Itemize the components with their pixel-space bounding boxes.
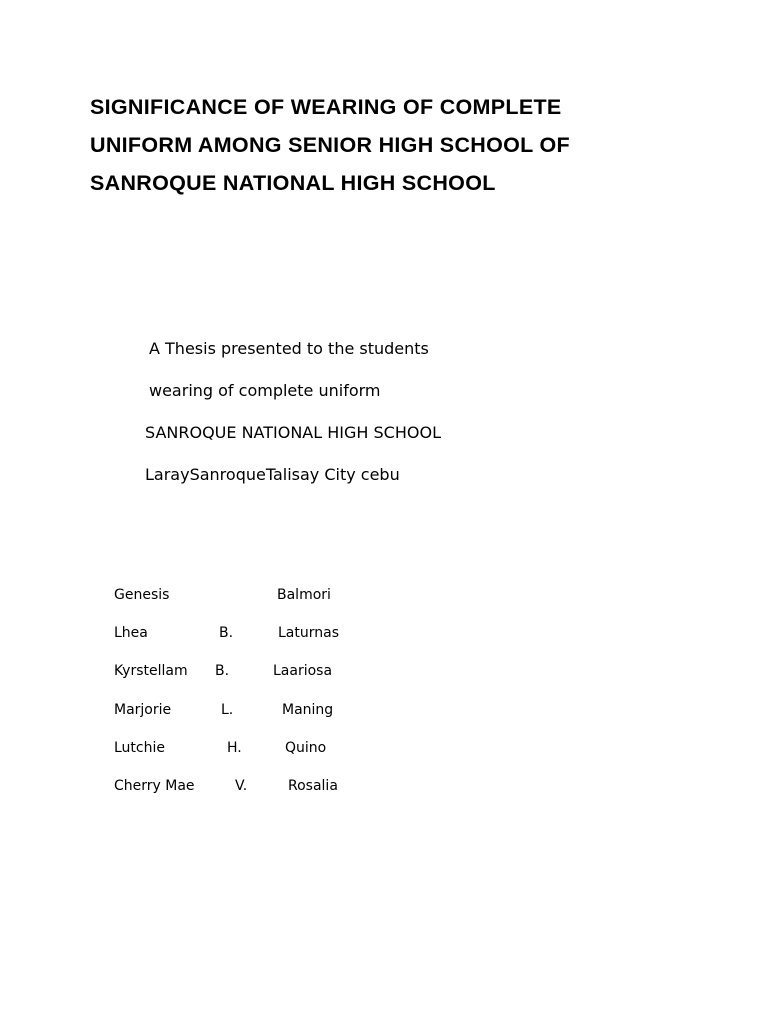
title-line-2: UNIFORM AMONG SENIOR HIGH SCHOOL OF xyxy=(90,133,570,157)
author-last-name: Maning xyxy=(282,702,334,718)
author-last-name: Laariosa xyxy=(273,663,333,679)
thesis-line-1: A Thesis presented to the students xyxy=(149,339,429,358)
thesis-line-2: wearing of complete uniform xyxy=(149,381,381,400)
author-middle-initial: B. xyxy=(215,663,230,679)
school-address-line: LaraySanroqueTalisay City cebu xyxy=(145,465,400,484)
author-first-name: Marjorie xyxy=(114,702,172,718)
author-last-name: Rosalia xyxy=(288,778,338,794)
author-last-name: Laturnas xyxy=(278,625,339,641)
author-last-name: Quino xyxy=(285,740,327,756)
author-first-name: Kyrstellam xyxy=(114,663,188,679)
title-line-3: SANROQUE NATIONAL HIGH SCHOOL xyxy=(90,171,496,195)
author-middle-initial: L. xyxy=(221,702,234,718)
school-name-line: SANROQUE NATIONAL HIGH SCHOOL xyxy=(145,423,441,442)
author-first-name: Genesis xyxy=(114,587,170,603)
author-last-name: Balmori xyxy=(277,587,331,603)
author-first-name: Lhea xyxy=(114,625,148,641)
author-first-name: Lutchie xyxy=(114,740,165,756)
author-middle-initial: V. xyxy=(235,778,248,794)
author-middle-initial: B. xyxy=(219,625,234,641)
title-line-1: SIGNIFICANCE OF WEARING OF COMPLETE xyxy=(90,95,562,119)
document-title xyxy=(90,88,730,202)
author-middle-initial: H. xyxy=(227,740,242,756)
author-first-name: Cherry Mae xyxy=(114,778,195,794)
